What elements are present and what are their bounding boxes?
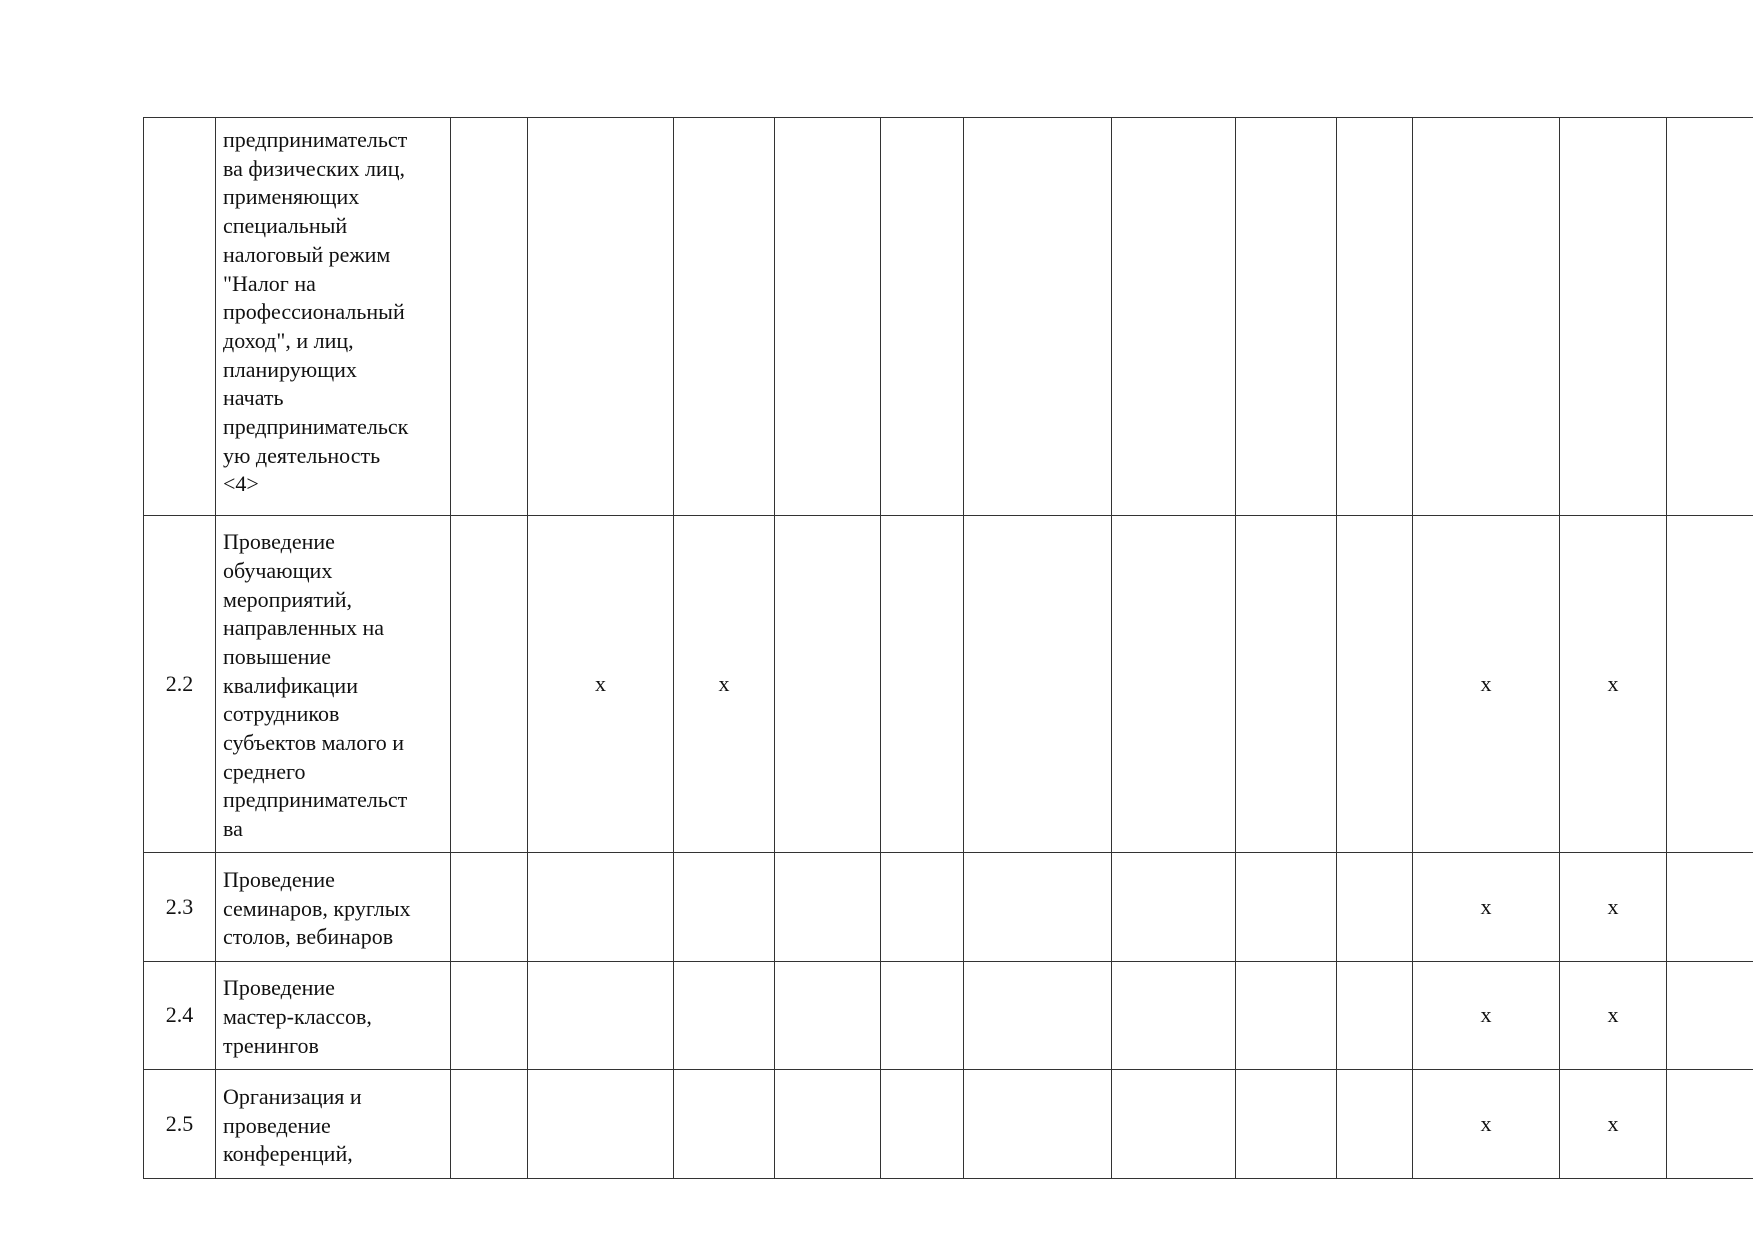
- table-row: [144, 516, 1753, 853]
- table-row: [144, 1070, 1753, 1179]
- mark-cell: [1337, 853, 1413, 962]
- mark-cell: [451, 853, 528, 962]
- mark-cell: [1236, 516, 1337, 853]
- mark-cell: [1337, 118, 1413, 516]
- mark-cell: [528, 853, 674, 962]
- mark-cell: [1667, 853, 1753, 962]
- mark-cell: [528, 118, 674, 516]
- measures-table: [143, 117, 1753, 1179]
- table-row: [144, 118, 1753, 516]
- row-description: [216, 516, 451, 853]
- row-description-text: Проведение обучающих мероприятий, направленных на повышение квалификации сотрудников субъектов малого и среднего предпринимательст ва: [223, 529, 408, 842]
- mark-cell: [881, 962, 964, 1070]
- mark-cell: [674, 962, 775, 1070]
- row-description: [216, 853, 451, 962]
- mark-cell: x: [1560, 1070, 1667, 1179]
- mark-cell: [1236, 853, 1337, 962]
- mark-cell: [1667, 516, 1753, 853]
- mark-cell: [451, 516, 528, 853]
- mark-cell: [1236, 1070, 1337, 1179]
- row-description-text: Организация и проведение конференций,: [223, 1083, 362, 1167]
- row-description: [216, 118, 451, 516]
- mark-cell: [1236, 118, 1337, 516]
- mark-cell: [881, 516, 964, 853]
- mark-cell: [881, 853, 964, 962]
- mark-cell: x: [1560, 853, 1667, 962]
- mark-cell: x: [1413, 853, 1560, 962]
- mark-cell: [451, 118, 528, 516]
- mark-cell: [964, 1070, 1112, 1179]
- mark-cell: [775, 516, 881, 853]
- row-description-text: Проведение семинаров, круглых столов, вебинаров: [223, 866, 411, 950]
- row-description-text: предпринимательст ва физических лиц, применяющих специальный налоговый режим "Налог на профессиональный доход", и лиц, планирующих начать предпринимательск ую деятельность <4>: [223, 127, 409, 497]
- mark-cell: [451, 962, 528, 1070]
- mark-cell: [1337, 962, 1413, 1070]
- mark-cell: [1337, 1070, 1413, 1179]
- mark-cell: [964, 853, 1112, 962]
- mark-cell: x: [1560, 962, 1667, 1070]
- mark-cell: [1560, 118, 1667, 516]
- row-number: [144, 118, 216, 516]
- mark-cell: [1112, 853, 1236, 962]
- row-number: 2.4: [144, 962, 216, 1070]
- mark-cell: [1112, 1070, 1236, 1179]
- mark-cell: [881, 1070, 964, 1179]
- row-description: [216, 1070, 451, 1179]
- table-row: [144, 962, 1753, 1070]
- mark-cell: [674, 853, 775, 962]
- mark-cell: x: [1413, 1070, 1560, 1179]
- mark-cell: [528, 1070, 674, 1179]
- mark-cell: [451, 1070, 528, 1179]
- mark-cell: x: [674, 516, 775, 853]
- mark-cell: [1112, 118, 1236, 516]
- row-number: 2.3: [144, 853, 216, 962]
- mark-cell: [1667, 118, 1753, 516]
- mark-cell: [674, 1070, 775, 1179]
- mark-cell: [1112, 516, 1236, 853]
- mark-cell: [1112, 962, 1236, 1070]
- mark-cell: [881, 118, 964, 516]
- row-description-text: Проведение мастер-классов, тренингов: [223, 975, 372, 1058]
- mark-cell: [1667, 962, 1753, 1070]
- table-row: [144, 853, 1753, 962]
- mark-cell: [964, 118, 1112, 516]
- row-description: [216, 962, 451, 1070]
- mark-cell: [775, 118, 881, 516]
- mark-cell: [1413, 118, 1560, 516]
- mark-cell: [964, 516, 1112, 853]
- mark-cell: x: [1413, 516, 1560, 853]
- mark-cell: [1337, 516, 1413, 853]
- mark-cell: [775, 1070, 881, 1179]
- mark-cell: [775, 853, 881, 962]
- mark-cell: [1236, 962, 1337, 1070]
- mark-cell: x: [1413, 962, 1560, 1070]
- mark-cell: [964, 962, 1112, 1070]
- mark-cell: [1667, 1070, 1753, 1179]
- row-number: 2.5: [144, 1070, 216, 1179]
- mark-cell: x: [528, 516, 674, 853]
- mark-cell: [775, 962, 881, 1070]
- mark-cell: [674, 118, 775, 516]
- row-number: 2.2: [144, 516, 216, 853]
- mark-cell: [528, 962, 674, 1070]
- mark-cell: x: [1560, 516, 1667, 853]
